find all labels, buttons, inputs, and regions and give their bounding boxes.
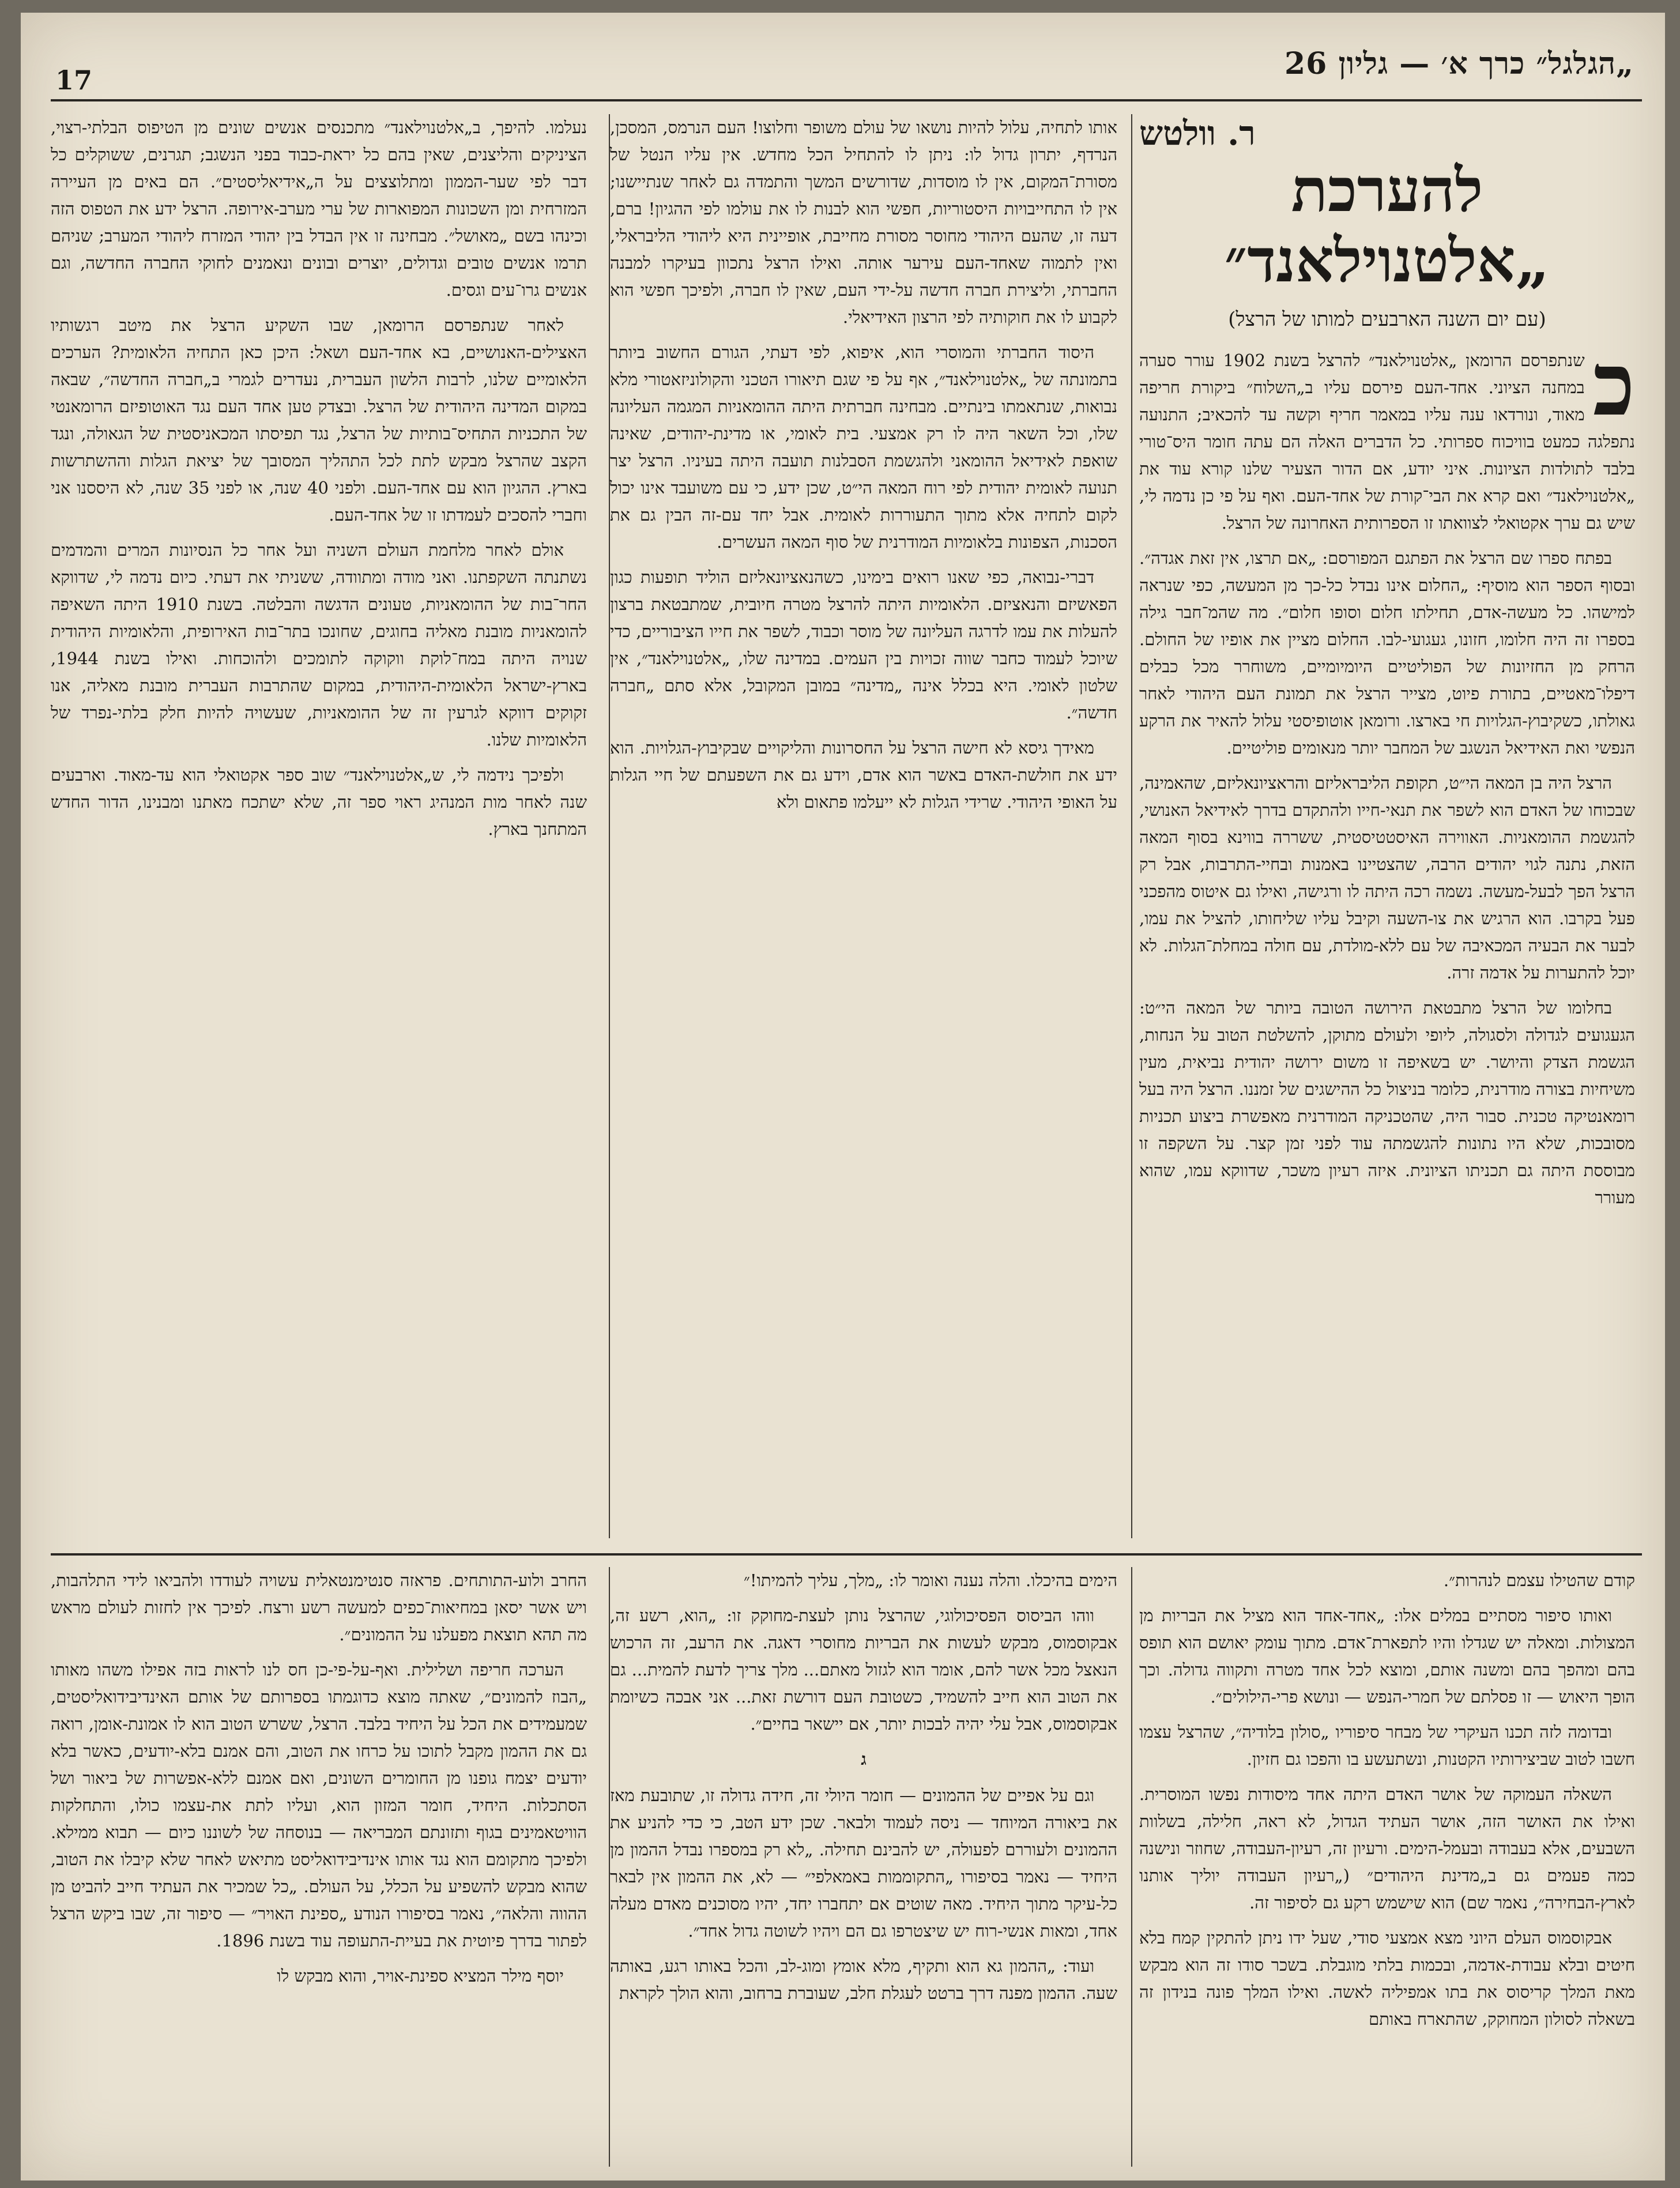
- paragraph: אבקוסמוס העלם היוני מצא אמצעי סודי, שעל ידו ניתן להתקין קמח בלא חיטים ובלא עבודת-אדמה, ובכמות בלתי מוגבלת. בשכר סודו זה הוא מבקש מאת המלך קריסוס את בתו אמפיליה לאשה. ואילו המלך פונה בנידון זה בשאלה לסולון המחוקק, שהתארח באותם: [1139, 1928, 1635, 2029]
- article-title: להערכת „אלטנוילאנד״: [1224, 155, 1550, 296]
- page-number: 17: [55, 65, 93, 96]
- paragraph: ולפיכך נידמה לי, ש„אלטנוילאנד״ שוב ספר אקטואלי הוא עד-מאוד. וארבעים שנה לאחר מות המנהיג ראוי ספר זה, שלא ישתכח מאתנו ומבנינו, הדור החדש המתחנך בארץ.: [51, 765, 587, 839]
- column-middle: [610, 114, 1117, 1543]
- paragraph: הרצל היה בן המאה הי״ט, תקופת הליבראליזם והראציונאליזם, שהאמינה, שבכוחו של האדם הוא לשפר את תנאי-חייו ולהתקדם בדרך לאידיאל האנושי, להגשמת ההומאניות. האווירה האיסטטיסטית, ששררה בווינא בסוף המאה הזאת, נתנה לגוי יהודים הרבה, שהצטיינו באמנות ובחיי-התרבות, אבל רק הרצל הפך לבעל-מעשה. נשמה רכה היתה לו ורגישה, ואילו גם איטוס מהפכני פעל בקרבו. הוא הרגיש את צו-השעה וקיבל עליו שליחותו, להציל את עמו, לבער את הבעיה המכאיבה של עם ללא-מולדת, עם חולה במחלת־הגלות. לא יוכל להתערות על אדמה זרה.: [1139, 773, 1635, 982]
- header-rule: [51, 99, 1642, 101]
- paragraph: אולם לאחר מלחמת העולם השניה ועל אחר כל הנסיונות המרים והמדמים נשתנתה השקפתנו. ואני מודה ומתוודה, ששניתי את דעתי. כיום נדמה לי, שדווקא החר־בות של ההומאניות, טעונים הדגשה והבלטה. בשנת 1910 היתה השאיפה להומאניות מובנת מאליה בחוגים, שחונכו בתר־בות האירופית, והלאומיות היהודית שנויה היתה במח־לוקת ווקוקה לתומכים ולהוכחות. ואילו בשנת 1944, בארץ-ישראל הלאומית-היהודית, במקום שהתרבות העברית מובנת מאליה, אנו זקוקים דווקא לגרעין זה של ההומאניות, שעשויה להיות חלק בלתי-נפרד של הלאומיות שלנו.: [51, 540, 587, 750]
- paragraph: בפתח ספרו שם הרצל את הפתגם המפורסם: „אם תרצו, אין זאת אגדה״. ובסוף הספר הוא מוסיף: „החלום אינו נבדל כל-כך מן המעשה, כפי שנראה למישהו. כל מעשה-אדם, תחילתו חלום וסופו חלום״. מה שהמ־חבר גילה בספרו זה היה חלומו, חזונו, געגועי-לבו. החלום מציין את אופיו של החולם. הרחק מן החזיונות של הפוליטיים היומיומיים, משוחרר מכל כבלים דיפלו־מאטיים, בתורת פיוט, מצייר הרצל את תמונת העם היהודי לאחר גאולתו, כשקיבוץ-הגלויות חי בארצו. ורומאן אוטופיסטי עלול להאיר את הרקע הנפשי ואת האידיאל הנשגב של המחבר יותר מנאומים פוליטיים.: [1139, 548, 1635, 758]
- paragraph: הימים בהיכלו. והלה נענה ואומר לו: „מלך, עליך להמיתו!״: [743, 1571, 1117, 1590]
- section-divider: [51, 1553, 1642, 1556]
- paragraph: היסוד החברתי והמוסרי הוא, איפוא, לפי דעתי, הגורם החשוב ביותר בתמונתה של „אלטנוילאנד״, אף על פי שגם תיאורו הטכני והקולוניזאטורי מלא נבואות, שנתאמתו בינתיים. מבחינה חברתית היתה ההומאניות המגמה העליונה שלו, וכל השאר היה לו רק אמצעי. בית לאומי, או מדינת-יהודים, שאינה שואפת לאידיאל ההומאני ולהגשמת הסבלנות תועבה היתה בעיניו. הרצל יצר תנועה לאומית יהודית לפי רוח המאה הי״ט, שכן ידע, כי עם משועבד אינו יכול לקום לתחיה אלא מתוך התעוררות לאומית. אבל יחד עם-זה הבין גם את הסכנות, הצפונות בלאומיות המודרנית של סוף המאה העשרים.: [610, 342, 1117, 552]
- paragraph: לאחר שנתפרסם הרומאן, שבו השקיע הרצל את מיטב רגשותיו האצילים-האנושיים, בא אחד-העם ושאל: היכן כאן התחיה הלאומית? הערכים הלאומיים שלנו, לרבות הלשון העברית, נעדרים לגמרי ב„חברה החדשה״, שבאה במקום המדינה היהודית של הרצל. ובצדק טען אחד העם נגד האוטופיזם הרומאנטי של התכניות התחיס־בותיות של הרצל, נגד תפיסתו המכאניסטית של הגאולה, ונגד הקצב שהרצל מבקש לתת לכל התהליך המסובך של יציאת הגלות וההשתרשות בארץ. ההגיון הוא עם אחד-העם. ולפני 40 שנה, או לפני 35 שנה, לא היססנו אני וחברי להסכים לעמדתו זו של אחד-העם.: [51, 315, 587, 525]
- paragraph: שנתפרסם הרומאן „אלטנוילאנד״ להרצל בשנת 1902 עורר סערה במחנה הציוני. אחד-העם פירסם עליו ב„השלוח״ ביקורת חריפה מאוד, ונורדאו ענה עליו במאמר חריף וקשה עד להכאיב; התנועה נתפלגה כמעט בוויכוח ספרותי. כל הדברים האלה הם עתה חומר היס־טורי בלבד לתולדות הציונות. איני יודע, אם הדור הצעיר שלנו קורא עוד את „אלטנוילאנד״ ואם קרא את הבי־קורת של אחד-העם. ואף על פי כן נדמה לי, שיש גם ערך אקטואלי לצוואתו זו הספרותית האחרונה של הרצל.: [1139, 351, 1635, 533]
- column-right: [1139, 114, 1635, 1543]
- paragraph: ועוד: „ההמון גא הוא ותקיף, מלא אומץ ומוג-לב, והכל באותו רגע, באותה שעה. ההמון מפנה דרך ברטט לעגלת חלב, שעוברת ברחוב, והוא הולך לקראת: [610, 1956, 1117, 2003]
- column-rule: [1131, 1567, 1132, 2167]
- paragraph: החרב ולוע-התותחים. פראזה סנטימנטאלית עשויה לעודדו ולהביאו לידי התלהבות, ויש אשר יסאן במחיאות־כפים למעשה רשע ורצח. לפיכך אין לחזות לעולם מראש מה תהא תוצאת מפעלנו על ההמונים״.: [51, 1571, 587, 1644]
- paragraph: בחלומו של הרצל מתבטאת הירושה הטובה ביותר של המאה הי״ט: הגעגועים לגדולה ולסגולה, ליופי ולעולם מתוקן, להשלטת הטוב על הנחות, הגשמת הצדק והיושר. יש בשאיפה זו משום ירושה יהודית נביאית, מעין משיחיות בצורה מודרנית, כלומר בניצול כל ההישגים של זמננו. הרצל היה בעל רומאנטיקה טכנית. סבור היה, שהטכניקה המודרנית מאפשרת ביצוע תכניות מסובכות, שלא היו נתונות להגשמתה עוד לפני זמן קצר. על השקפה זו מבוססת היתה גם תכניתו הציונית. איזה רעיון משכר, שדווקא עמו, שהוא מעורר: [1139, 998, 1635, 1207]
- running-head: „הגלגל״ כרך א׳ — גליון 26: [1284, 46, 1634, 81]
- drop-cap: כ: [1592, 334, 1635, 435]
- column-left: [51, 114, 587, 1543]
- paragraph: נעלמו. להיפך, ב„אלטנוילאנד״ מתכנסים אנשים שונים מן הטיפוס הבלתי-רצוי, הציניקים והליצנים, שאין בהם כל יראת-כבוד בפני הנשגב; תגרנים, ששוקלים כל דבר לפי שער-הממון ומתלוצצים על ה„אידיאליסטים״. הם באים מן העיירה המזרחית ומן השכונות המפוארות של ערי מערב-אירופה. הרצל ידע את הטפוס הזה וכינהו בשם „מאושל״. מבחינה זו אין הבדל בין יהודי המזרח ליהודי המערב; שניהם תרמו אנשים טובים וגדולים, יוצרים ובונים ונאמנים לחוקי החברה החדשה, וגם אנשים גרו־עים וגסים.: [51, 118, 587, 300]
- paragraph: מאידך גיסא לא חישה הרצל על החסרונות והליקויים שבקיבוץ-הגלויות. הוא ידע את חולשת-האדם באשר הוא אדם, וידע גם את השפעתם של חיי הגלות על האופי היהודי. שרידי הגלות לא ייעלמו פתאום ולא: [610, 738, 1117, 812]
- author-byline: ר. וולטש: [1139, 114, 1256, 153]
- column-rule: [609, 114, 610, 1538]
- paragraph: ואותו סיפור מסתיים במלים אלו: „אחד-אחד הוא מציל את הבריות מן המצולות. ומאלה יש שגדלו והיו לתפארת־אדם. מתוך עומק יאושם הוא תופס בהם ומהפך בהם ומשנה אותם, ומוצא לכל אחד מטרה ותקווה גדולה. וכך הופך היאוש — זו פסלתם של חמרי-הנפש — ונושא פרי-הילולים״.: [1139, 1606, 1635, 1707]
- column-bottom-right: [1139, 1567, 1635, 2167]
- paragraph: קודם שהטילו עצמם לנהרות״.: [1443, 1571, 1635, 1590]
- paragraph: וגם על אפיים של ההמונים — חומר היולי זה, חידה גדולה זו, שתובעת מאז את ביאורה המיוחד — ניסה לעמוד ולבאר. שכן ידע הטב, כי כדי להניע את ההמונים ולעוררם לפעולה, יש להבינם תחילה. „לא רק במספרו נבדל ההמון מן היחיד — נאמר בסיפורו „התקוממות באמאלפי״ — לא, את ההמון אין לבאר כל-עיקר מתוך היחיד. מאה שוטים אם יתחברו יחד, יהיו מסוכנים מאדם מעלה אחד, ומאות אנשי-רוח יש שיצטרפו גם הם ויהיו לשוטה גדול אחד״.: [610, 1786, 1117, 1941]
- newspaper-page: [21, 13, 1665, 2181]
- column-rule: [1131, 114, 1132, 1538]
- column-bottom-middle: [610, 1567, 1117, 2167]
- paragraph: אותו לתחיה, עלול להיות נושאו של עולם משופר וחלוצו! העם הנרמס, המסכן, הנרדף, יתרון גדול לו: ניתן לו להתחיל הכל מחדש. אין עליו הנטל של מסורת־המקום, אין לו מוסדות, שדורשים המשך והתמדה גם לאחר שנתיישנו; אין לו התחייבויות היסטוריות, חפשי הוא לבנות לו את עולמו לפי ההגיון! ברם, דעה זו, שהעם היהודי מחוסר מסורת מחייבת, אופיינית היא ליהודי הליבראלי, ואין לתמוה שאחד-העם עירער אותה. ואילו הרצל נתכוון בעיקרו למבנה החברתי, וליצירת חברה חדשה על-ידי העם, שאין לו חברה, ולפיכך חפשי הוא לקבוע לו את חוקותיה לפי הרצון האידיאלי.: [610, 118, 1117, 327]
- paragraph: ובדומה לזה תכנו העיקרי של מבחר סיפוריו „סולון בלודיה״, שהרצל עצמו חשבו לטוב שביצירותיו הקטנות, ונשתעשע בו והפכו גם חזיון.: [1139, 1722, 1635, 1769]
- paragraph: יוסף מילר המציא ספינת-אויר, והוא מבקש לו: [277, 1966, 564, 1986]
- column-bottom-left: [51, 1567, 587, 2167]
- article-subtitle: (עם יום השנה הארבעים למותו של הרצל): [1228, 308, 1546, 331]
- paragraph: השאלה העמוקה של אושר האדם היתה אחד מיסודות נפשו המוסרית. ואילו את האושר הזה, אושר העתיד הגדול, לא ראה, חלילה, בשלוות השבעים, אלא בעבודה ובעמל-הימים. ורעיון זה, רעיון-העבודה, שחוזר ונישנה כמה פעמים גם ב„מדינת היהודים״ („רעיון העבודה יוליך אותנו לארץ-הבחירה״, נאמר שם) הוא שישמש רקע גם לסיפור זה.: [1139, 1784, 1635, 1912]
- section-mark: ג: [861, 1749, 867, 1769]
- column-rule: [609, 1567, 610, 2167]
- paragraph: הערכה חריפה ושלילית. ואף-על-פי-כן חס לנו לראות בזה אפילו משהו מאותו „הבוז להמונים״, שאתה מוצא כדוגמתו בספרותם של אותם האינדיבידואליסטים, שמעמידים את הכל על היחיד בלבד. הרצל, ששרש הטוב הוא לו אמונת-אומן, רואה גם את ההמון מקבל לתוכו על כרחו את הטוב, והם אמנם בלא-יודעים, כאשר בלא יודעים יצמח גופנו מן החומרים השונים, ואם אמנם ללא-אפשרות של ביאור ושל הסתכלות. היחיד, חומר המזון הוא, ועליו לתת את-עצמו כולו, והתחלקות הוויטאמינים בגוף ותזונתם המבריאה — בנוסחה של לשוננו כיום — תבוא ממילא. ולפיכך מתקומם הוא נגד אותו אינדיבידואליסט מתיאש לאחר שלא קיבלו את הטוב, שהוא מבקש להשפיע על הכלל, על העולם. „כל שמכיר את העתיד חייב להביט מן ההווה והלאה״, נאמר בסיפורו הנודע „ספינת האויר״ — סיפור זה, שבו ביקש הרצל לפתור בדרך פיוטית את בעיית-התעופה עוד בשנת 1896.: [51, 1660, 587, 1950]
- paragraph: ווהו הביסוס הפסיכולוגי, שהרצל נותן לעצת-מחוקק זו: „הוא, רשע זה, אבקוסמוס, מבקש לעשות את הבריות מחוסרי דאגה. את הרעב, זה הרכוש הנאצל מכל אשר להם, אומר הוא לגזול מאתם... מלך צריך לדעת להמית... גם את הטוב הוא חייב להשמיד, כשטובת העם דורשת זאת... אני אבכה כשיומת אבקוסמוס, אבל עלי יהיה לבכות יותר, אם יישאר בחיים״.: [610, 1606, 1117, 1734]
- paragraph: דברי-נבואה, כפי שאנו רואים בימינו, כשהנאציונאליזם הוליד תופעות כגון הפאשיזם והנאציזם. הלאומיות היתה להרצל מטרה חיובית, שמתבטאת ברצון להעלות את עמו לדרגה העליונה של מוסר וכבוד, לשפר את חייו הציבוריים, כדי שיוכל לעמוד כחבר שווה זכויות בין העמים. במדינה שלו, „אלטנוילאנד״, אין שלטון לאומי. היא בכלל אינה „מדינה״ במובן המקובל, אלא סתם „חברה חדשה״.: [610, 567, 1117, 722]
